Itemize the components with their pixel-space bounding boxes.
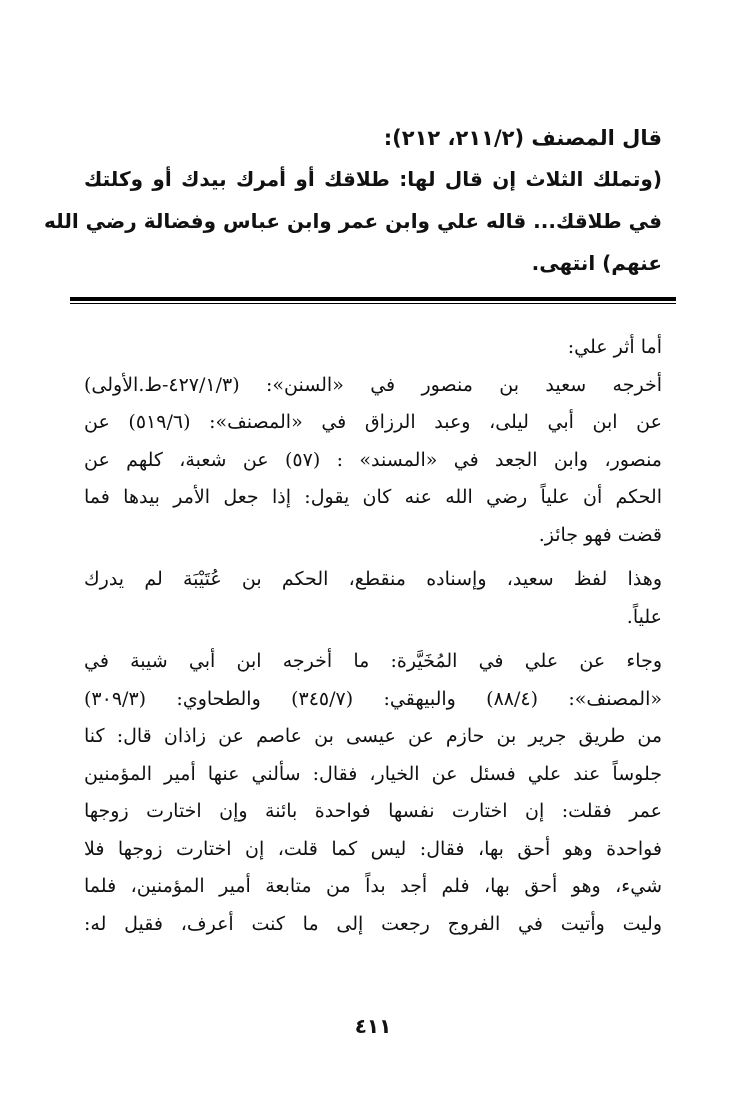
divider-thin: [70, 303, 676, 304]
section-heading: [84, 116, 662, 160]
text-line: عن ابن أبي ليلى، وعبد الرزاق في «المصنف»: (٥١٩/٦) عن: [84, 411, 662, 433]
text-line: عمر فقلت: إن اختارت نفسها فواحدة بائنة وإن اختارت زوجها: [84, 800, 662, 822]
text-line: قضت فهو جائز.: [538, 523, 662, 546]
page-number: ٤١١: [354, 1014, 392, 1038]
text-line: الحكم أن علياً رضي الله عنه كان يقول: إذا جعل الأمر بيدها فما: [84, 486, 662, 508]
heading-text: قال المصنف (٢١١/٢، ٢١٢):: [383, 126, 662, 150]
divider-thick: [70, 297, 676, 301]
text-line: من طريق جرير بن حازم عن عيسى بن عاصم عن زاذان قال: كنا: [84, 725, 662, 747]
text-line: علياً.: [626, 605, 662, 628]
text-line: أما أثر علي:: [567, 336, 662, 358]
quote-line: عنهم) انتهى.: [531, 251, 662, 275]
text-line: جلوساً عند علي فسئل عن الخيار، فقال: سألني عنها أمير المؤمنين: [84, 762, 662, 785]
text-line: شيء، وهو أحق بها، فلم أجد بداً من متابعة أمير المؤمنين، فلما: [84, 875, 662, 897]
paragraph-athar-ali: [84, 329, 662, 554]
quote-line: (وتملك الثلاث إن قال لها: طلاقك أو أمرك بيدك أو وكلتك: [84, 167, 662, 191]
text-line: وجاء عن علي في المُخَيَّرة: ما أخرجه ابن أبي شيبة في: [84, 650, 662, 672]
quote-line: في طلاقك... قاله علي وابن عمر وابن عباس وفضالة رضي الله: [44, 209, 662, 233]
paragraph-isnad: [84, 561, 662, 636]
quoted-text-block: [44, 158, 662, 284]
paragraph-mukhayyara: [84, 643, 662, 943]
text-line: أخرجه سعيد بن منصور في «السنن»: (٤٢٧/١/٣-ط.الأولى): [84, 373, 662, 396]
text-line: وليت وأتيت في الفروج رجعت إلى ما كنت أعرف، فقيل له:: [84, 912, 662, 935]
text-line: وهذا لفظ سعيد، وإسناده منقطع، الحكم بن عُتَيْبَة لم يدرك: [84, 568, 662, 590]
body-text: [84, 329, 662, 950]
text-line: «المصنف»: (٨٨/٤) والبيهقي: (٣٤٥/٧) والطحاوي: (٣٠٩/٣): [84, 687, 662, 710]
text-line: فواحدة وهو أحق بها، فقال: ليس كما قلت، إن اختارت زوجها فلا: [84, 837, 662, 860]
text-line: منصور، وابن الجعد في «المسند» : (٥٧) عن شعبة، كلهم عن: [84, 448, 662, 471]
